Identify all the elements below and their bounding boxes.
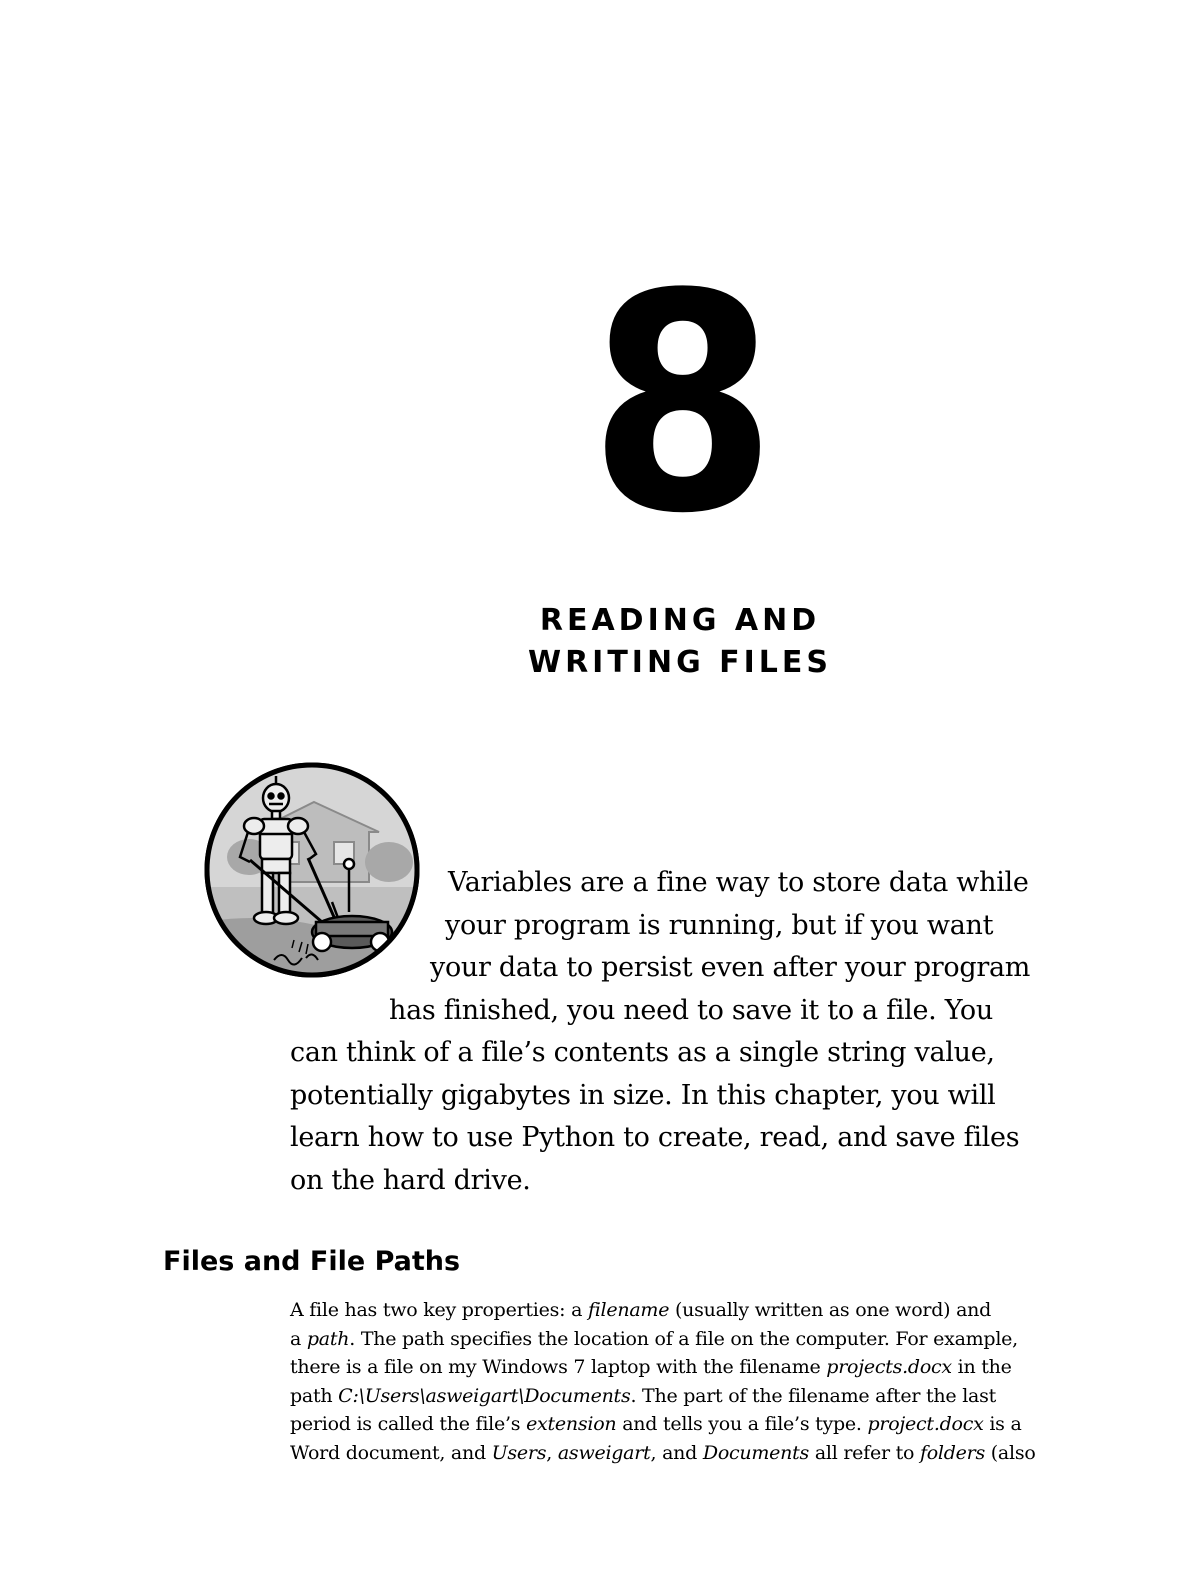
body-text: (usually written as one word) and — [669, 1299, 992, 1321]
body-text: Word document, and — [290, 1441, 492, 1464]
italic-term: filename — [587, 1299, 670, 1321]
body-paragraph — [290, 1296, 1080, 1467]
intro-line: has finished, you need to save it to a file. You — [389, 994, 993, 1026]
intro-line: Variables are a fine way to store data while — [448, 867, 1029, 898]
body-text: all refer to — [809, 1441, 920, 1464]
italic-term: C:\Users\asweigart\Documents — [338, 1384, 631, 1407]
body-text: . The part of the filename after the last — [630, 1384, 996, 1407]
body-text: there is a file on my Windows 7 laptop with the filename — [290, 1356, 827, 1378]
intro-line: your data to persist even after your program — [430, 952, 1031, 983]
robot-mowing-lawn-icon — [204, 762, 420, 978]
italic-term: asweigart — [557, 1441, 651, 1464]
intro-line: can think of a file’s contents as a single string value, — [290, 1037, 995, 1068]
body-line — [290, 1439, 1080, 1468]
intro-line: potentially gigabytes in size. In this chapter, you will — [290, 1079, 996, 1111]
body-text: is a — [983, 1413, 1022, 1435]
intro-line: on the hard drive. — [290, 1164, 531, 1196]
body-text: and tells you a file’s type. — [616, 1413, 868, 1435]
body-text: , and — [650, 1441, 703, 1464]
intro-line: your program is running, but if you want — [445, 909, 994, 941]
chapter-title-line-2: WRITING FILES — [527, 645, 833, 680]
intro-line: learn how to use Python to create, read, and save files — [290, 1122, 1020, 1153]
body-line — [290, 1353, 1080, 1382]
robot-mowing-illustration — [204, 762, 420, 978]
body-text: path — [290, 1384, 339, 1407]
italic-term: project.docx — [867, 1413, 984, 1435]
italic-term: projects.docx — [826, 1356, 952, 1378]
italic-term: Documents — [702, 1441, 810, 1464]
body-text: a — [290, 1327, 307, 1350]
italic-term: path — [306, 1327, 350, 1350]
italic-term: Users — [491, 1441, 547, 1464]
italic-term: folders — [919, 1441, 985, 1464]
body-text: A file has two key properties: a — [290, 1299, 588, 1321]
body-text: , — [546, 1441, 558, 1464]
chapter-title-line-1: READING AND — [539, 603, 821, 638]
body-text: (also — [984, 1441, 1036, 1464]
italic-term: extension — [526, 1413, 617, 1435]
section-heading: Files and File Paths — [163, 1246, 461, 1277]
body-text: . The path specifies the location of a file on the computer. For example, — [349, 1327, 1018, 1350]
chapter-number: 8 — [588, 230, 772, 579]
chapter-title — [430, 600, 930, 684]
body-line — [290, 1410, 1080, 1439]
body-text: period is called the file’s — [290, 1413, 527, 1435]
body-text: in the — [951, 1356, 1012, 1378]
body-line — [290, 1296, 1080, 1325]
body-line — [290, 1325, 1080, 1354]
body-line — [290, 1382, 1080, 1411]
